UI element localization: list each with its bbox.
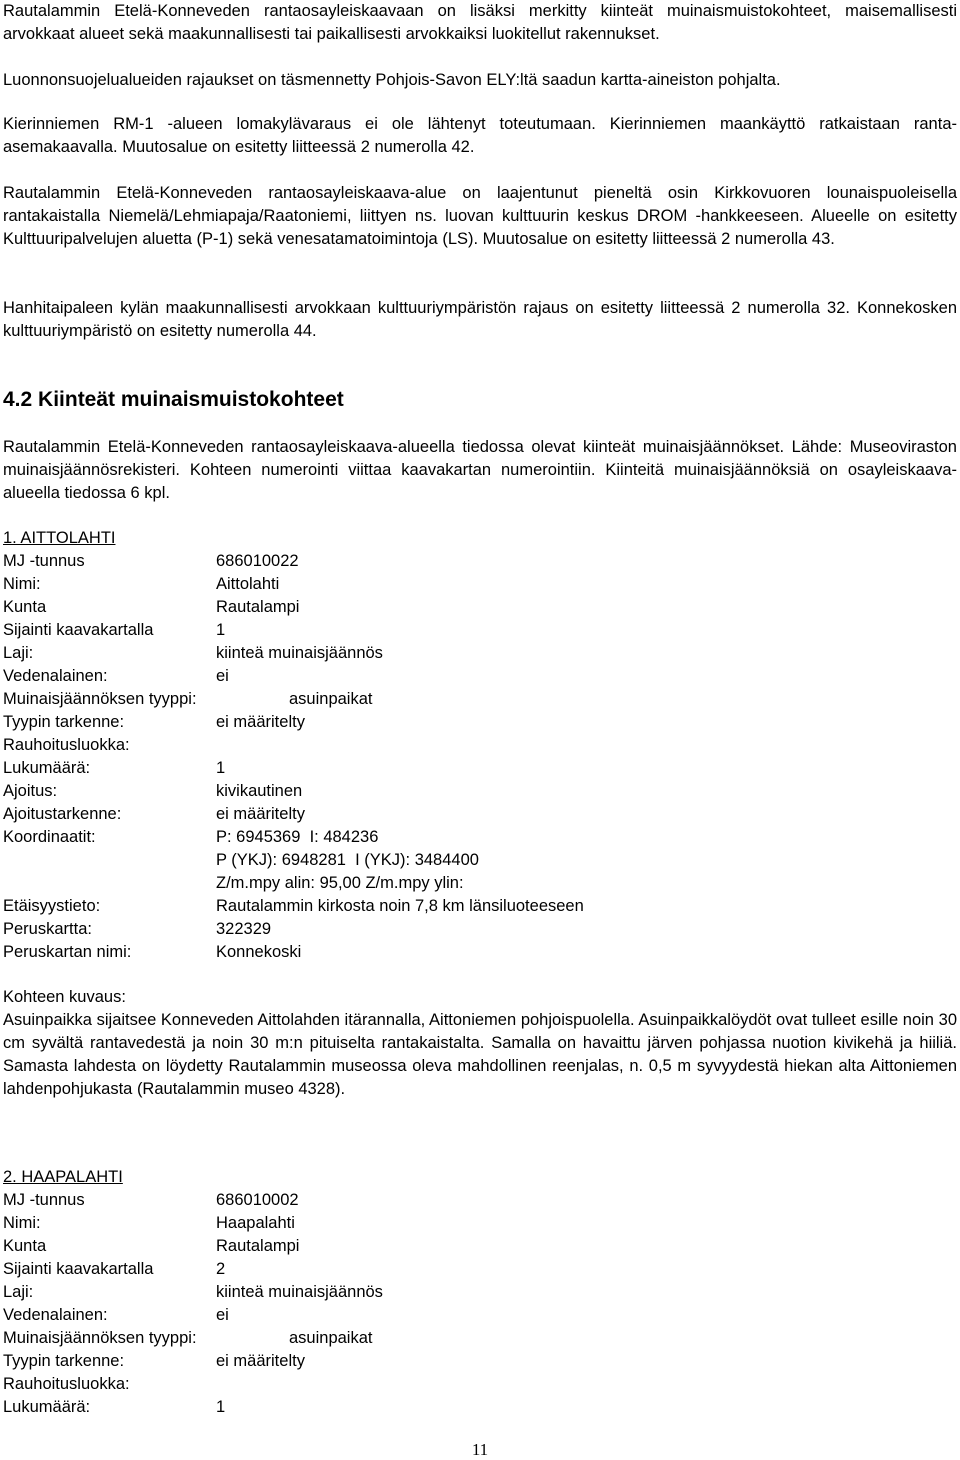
field-row [3, 550, 957, 573]
field-label: Rauhoitusluokka: [3, 736, 130, 754]
site2-fields [3, 1189, 957, 1419]
field-label: Etäisyystieto: [3, 897, 101, 915]
field-row [3, 849, 957, 872]
field-label: Peruskartta: [3, 920, 92, 938]
field-row [3, 642, 957, 665]
site1-description: Asuinpaikka sijaitsee Konneveden Aittolahden itärannalla, Aittoniemen pohjoispuolella. Asuinpaikkalöydöt ovat tulleet esille noin 30 cm syvältä rantavedestä ja noin 30 m:n pituiselta rantakaistalta. Samalla on havaittu järven pohjassa nuotion kivikehä ja hiiliä. Samasta lahdesta on löydetty Rautalammin museossa oleva mahdollinen reenjalas, n. 0,5 m syvyydestä hiekan alta Aittoniemen lahdenpohjukasta (Rautalammin museo 4328). [3, 1011, 957, 1098]
field-label: Kunta [3, 1237, 47, 1255]
field-row [3, 688, 957, 711]
field-value: Haapalahti [216, 1214, 295, 1232]
field-row [3, 803, 957, 826]
intro-paragraph-kierinniemi: Kierinniemen RM-1 -alueen lomakylävaraus ei ole lähtenyt toteutumaan. Kierinniemen maankäyttö ratkaistaan ranta-asemakaavalla. Muutosalue on esitetty liitteessä 2 numerolla 42. [3, 115, 957, 156]
field-row [3, 1350, 957, 1373]
field-row [3, 711, 957, 734]
field-row [3, 665, 957, 688]
field-row [3, 757, 957, 780]
field-value: Konnekoski [216, 943, 302, 961]
field-row [3, 573, 957, 596]
field-label: Ajoitustarkenne: [3, 805, 122, 823]
field-value: kiinteä muinaisjäännös [216, 1283, 383, 1301]
field-row [3, 780, 957, 803]
field-label: Sijainti kaavakartalla [3, 1260, 154, 1278]
field-value: 322329 [216, 920, 272, 938]
field-value: ei määritelty [216, 1352, 305, 1370]
field-row [3, 619, 957, 642]
field-label: MJ -tunnus [3, 1191, 85, 1209]
site2-title: 2. HAAPALAHTI [3, 1168, 123, 1186]
field-label: Tyypin tarkenne: [3, 1352, 125, 1370]
site1-fields [3, 550, 957, 964]
field-row [3, 872, 957, 895]
field-label: Vedenalainen: [3, 1306, 108, 1324]
intro-paragraph-additional-markings: Rautalammin Etelä-Konneveden rantaosayleiskaavaan on lisäksi merkitty kiinteät muinaismuistokohteet, maisemallisesti arvokkaat alueet sekä maakunnallisesti tai paikallisesti arvokkaiksi luokitellut rakennukset. [3, 2, 957, 43]
field-row [3, 941, 957, 964]
field-label: Kunta [3, 598, 47, 616]
field-value: ei [216, 667, 229, 685]
field-label: Tyypin tarkenne: [3, 713, 125, 731]
field-value: ei määritelty [216, 713, 305, 731]
field-value: Rautalampi [216, 1237, 300, 1255]
field-row [3, 1281, 957, 1304]
document-page [3, 0, 957, 1459]
field-row [3, 734, 957, 757]
field-value: Rautalampi [216, 598, 300, 616]
intro-paragraph-nature-reserves: Luonnonsuojelualueiden rajaukset on täsmennetty Pohjois-Savon ELY:ltä saadun kartta-aineiston pohjalta. [3, 71, 781, 89]
intro-paragraph-cultural-environment: Hanhitaipaleen kylän maakunnallisesti arvokkaan kulttuuriympäristön rajaus on esitetty liitteessä 2 numerolla 32. Konnekosken kulttuuriympäristö on esitetty numerolla 44. [3, 299, 957, 340]
field-value: 2 [216, 1260, 226, 1278]
field-row [3, 1212, 957, 1235]
field-value: asuinpaikat [289, 690, 373, 708]
field-row [3, 918, 957, 941]
field-label: Nimi: [3, 575, 41, 593]
field-label: Koordinaatit: [3, 828, 96, 846]
field-label: Vedenalainen: [3, 667, 108, 685]
field-row [3, 1258, 957, 1281]
site1-title: 1. AITTOLAHTI [3, 529, 116, 547]
field-label: Rauhoitusluokka: [3, 1375, 130, 1393]
field-row [3, 895, 957, 918]
field-value: 1 [216, 621, 226, 639]
field-row [3, 596, 957, 619]
section-intro-paragraph: Rautalammin Etelä-Konneveden rantaosayleiskaava-alueella tiedossa olevat kiinteät muinaisjäännökset. Lähde: Museoviraston muinaisjäännösrekisteri. Kohteen numerointi viittaa kaavakartan numerointiin. Kiinteitä muinaisjäännöksiä on osayleiskaava-alueella tiedossa 6 kpl. [3, 438, 957, 502]
field-value: kivikautinen [216, 782, 303, 800]
intro-paragraph-expansion: Rautalammin Etelä-Konneveden rantaosayleiskaava-alue on laajentunut pieneltä osin Kirkkovuoren lounaispuoleisella rantakaistalla Niemelä/Lehmiapaja/Raatoniemi, liittyen ns. luovan kulttuurin keskus DROM -hankkeeseen. Alueelle on esitetty Kulttuuripalvelujen aluetta (P-1) sekä venesatamatoimintoja (LS). Muutosalue on esitetty liitteessä 2 numerolla 43. [3, 184, 957, 248]
field-value: asuinpaikat [289, 1329, 373, 1347]
field-label: Ajoitus: [3, 782, 58, 800]
field-label: Lukumäärä: [3, 1398, 91, 1416]
field-label: MJ -tunnus [3, 552, 85, 570]
site1-description-label: Kohteen kuvaus: [3, 988, 126, 1006]
field-row [3, 1327, 957, 1350]
field-value: kiinteä muinaisjäännös [216, 644, 383, 662]
field-value: Rautalammin kirkosta noin 7,8 km länsiluoteeseen [216, 897, 584, 915]
field-value: 686010022 [216, 552, 299, 570]
field-row [3, 1396, 957, 1419]
field-row [3, 1235, 957, 1258]
field-value: P (YKJ): 6948281 I (YKJ): 3484400 [216, 851, 479, 869]
field-row [3, 1373, 957, 1396]
page-number: 11 [471, 1440, 489, 1459]
field-label: Muinaisjäännöksen tyyppi: [3, 690, 197, 708]
field-value: P: 6945369 I: 484236 [216, 828, 379, 846]
field-label: Laji: [3, 1283, 34, 1301]
field-value: 686010002 [216, 1191, 299, 1209]
field-value: ei [216, 1306, 229, 1324]
field-label: Laji: [3, 644, 34, 662]
field-value: ei määritelty [216, 805, 305, 823]
field-row [3, 1189, 957, 1212]
section-heading: 4.2 Kiinteät muinaismuistokohteet [3, 388, 344, 411]
field-value: Z/m.mpy alin: 95,00 Z/m.mpy ylin: [216, 874, 464, 892]
field-label: Muinaisjäännöksen tyyppi: [3, 1329, 197, 1347]
field-value: 1 [216, 759, 226, 777]
field-value: 1 [216, 1398, 226, 1416]
field-label: Nimi: [3, 1214, 41, 1232]
field-value: Aittolahti [216, 575, 280, 593]
field-label: Peruskartan nimi: [3, 943, 132, 961]
field-row [3, 1304, 957, 1327]
field-row [3, 826, 957, 849]
field-label: Sijainti kaavakartalla [3, 621, 154, 639]
field-label: Lukumäärä: [3, 759, 91, 777]
